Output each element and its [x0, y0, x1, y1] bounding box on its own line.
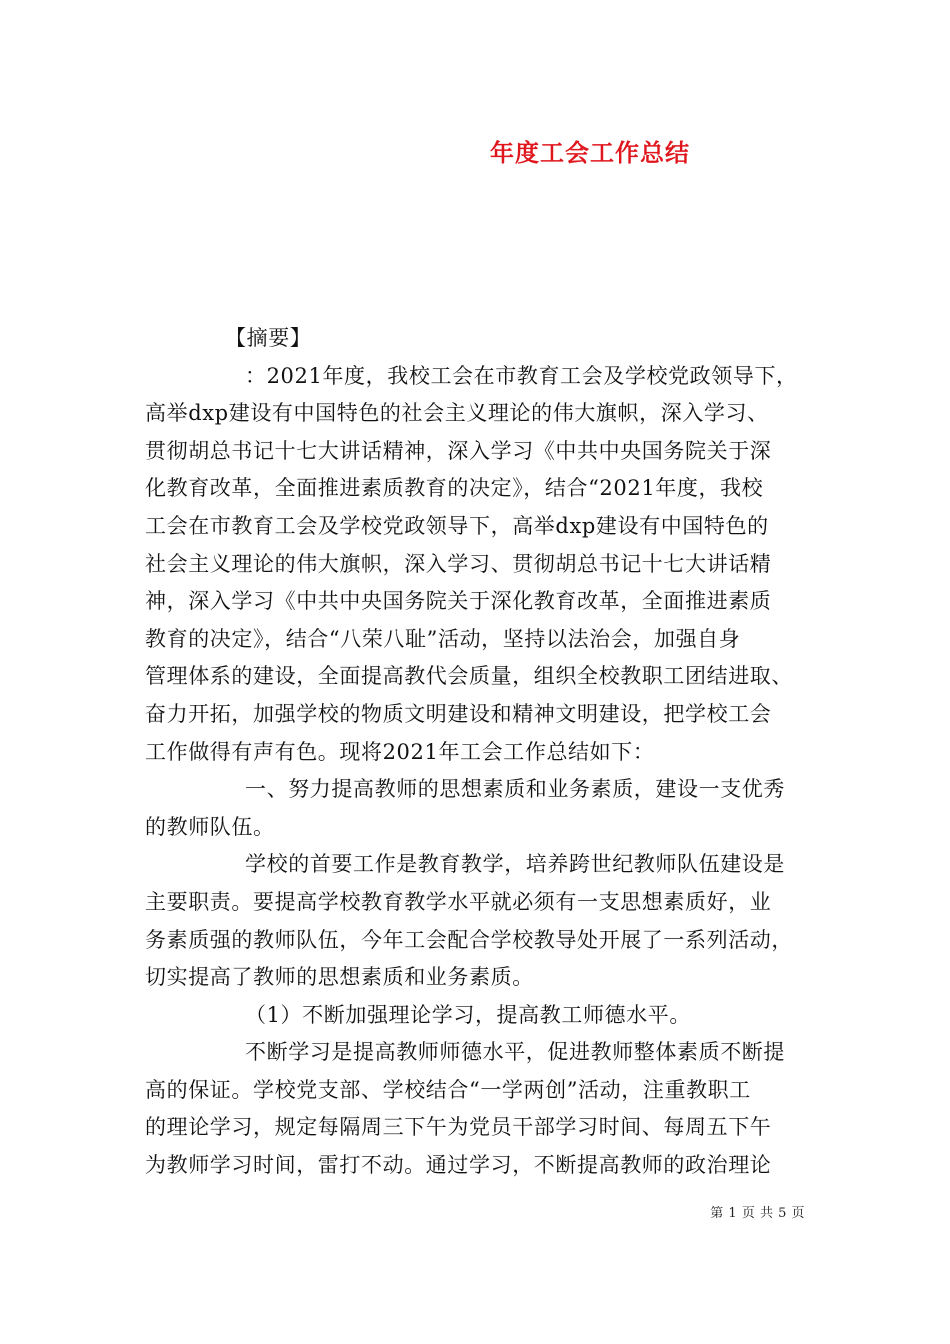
body-line: 高的保证。学校党支部、学校结合“一学两创”活动，注重教职工	[145, 1077, 751, 1102]
document-title-text: 年度工会工作总结	[490, 138, 690, 167]
document-title	[0, 133, 950, 168]
body-line: 贯彻胡总书记十七大讲话精神，深入学习《中共中央国务院关于深	[145, 438, 772, 463]
body-line: 的理论学习，规定每隔周三下午为党员干部学习时间、每周五下午	[145, 1115, 772, 1140]
body-line: 化教育改革，全面推进素质教育的决定》，结合“2021年度，我校	[145, 476, 764, 501]
body-line: 高举dxp建设有中国特色的社会主义理论的伟大旗帜，深入学习、	[145, 401, 769, 426]
body-line: 主要职责。要提高学校教育教学水平就必须有一支思想素质好，业	[145, 889, 772, 914]
body-line: 切实提高了教师的思想素质和业务素质。	[145, 965, 534, 990]
body-line: 不断学习是提高教师师德水平，促进教师整体素质不断提	[245, 1040, 785, 1065]
subsection-heading: （1）不断加强理论学习，提高教工师德水平。	[245, 1002, 691, 1027]
body-line: 务素质强的教师队伍，今年工会配合学校教导处开展了一系列活动，	[145, 927, 793, 952]
body-line: 社会主义理论的伟大旗帜，深入学习、贯彻胡总书记十七大讲话精	[145, 551, 772, 576]
body-line: 神，深入学习《中共中央国务院关于深化教育改革，全面推进素质	[145, 589, 772, 614]
document-body	[145, 320, 825, 1185]
body-line: 的教师队伍。	[145, 814, 275, 839]
body-line: 工作做得有声有色。现将2021年工会工作总结如下：	[145, 739, 655, 764]
body-line: 管理体系的建设，全面提高教代会质量，组织全校教职工团结进取、	[145, 664, 793, 689]
body-line: 学校的首要工作是教育教学，培养跨世纪教师队伍建设是	[245, 852, 785, 877]
body-line: 奋力开拓，加强学校的物质文明建设和精神文明建设，把学校工会	[145, 701, 772, 726]
section-heading: 一、努力提高教师的思想素质和业务素质，建设一支优秀	[245, 777, 785, 802]
body-line: 为教师学习时间，雷打不动。通过学习，不断提高教师的政治理论	[145, 1153, 772, 1178]
page-number-indicator: 第 1 页 共 5 页	[710, 1206, 805, 1221]
body-line: ：2021年度，我校工会在市教育工会及学校党政领导下，	[245, 363, 798, 388]
abstract-heading: 【摘要】	[225, 326, 312, 350]
body-line: 教育的决定》，结合“八荣八耻”活动，坚持以法治会，加强自身	[145, 626, 741, 651]
body-line: 工会在市教育工会及学校党政领导下，高举dxp建设有中国特色的	[145, 513, 769, 538]
